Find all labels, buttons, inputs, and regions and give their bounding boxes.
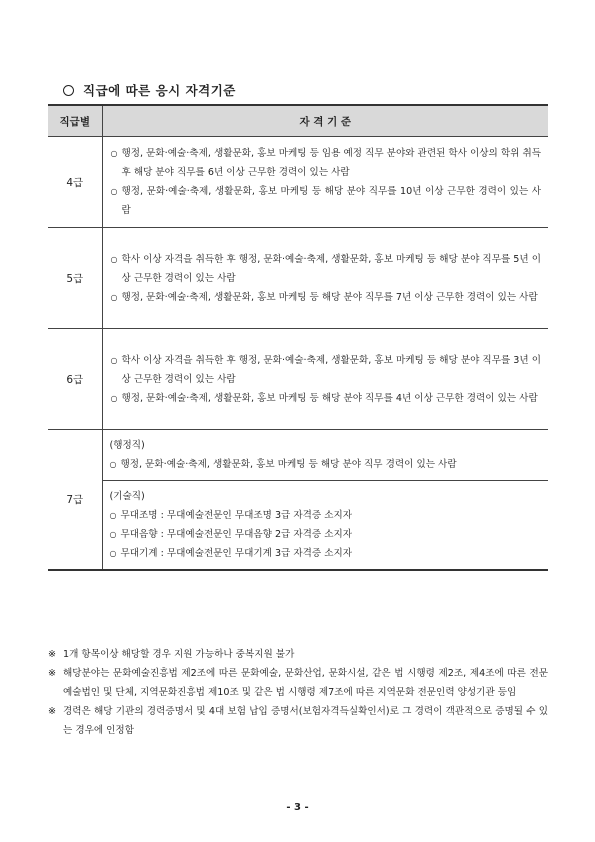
- criteria-text: 무대조명 : 무대예술전문인 무대조명 3급 자격증 소지자: [120, 510, 353, 521]
- note-text: 해당분야는 문화예술진흥법 제2조에 따른 문화예술, 문화산업, 문화시설, 같은 법 시행령 제2조, 제4조에 따른 전문예술법인 및 단체, 지역문화진흥법 제10조 및 같은 법 시행령 제7조에 따른 지역문화 전문인력 양성기관 등임: [63, 668, 548, 698]
- criteria-text: 학사 이상 자격을 취득한 후 행정, 문화·예술·축제, 생활문화, 홍보 마케팅 등 해당 분야 직무를 3년 이상 근무한 경력이 있는 사람: [121, 354, 541, 385]
- table-row-grade-5: [48, 228, 548, 329]
- criteria-cell: [102, 329, 548, 430]
- grade-cell: 7급: [48, 430, 102, 571]
- bullet-icon: ○: [110, 254, 118, 264]
- note-text: 1개 항목이상 해당할 경우 지원 가능하나 중복지원 불가: [63, 649, 295, 660]
- criteria-item: [110, 525, 543, 544]
- bullet-icon: ○: [109, 511, 117, 520]
- criteria-item: [110, 506, 543, 525]
- criteria-cell: [102, 228, 548, 329]
- bullet-icon: ○: [109, 549, 117, 558]
- header-grade: 직급별: [48, 105, 102, 137]
- grade-cell: 5급: [48, 228, 102, 329]
- bullet-icon: ○: [110, 393, 118, 403]
- section-heading: [63, 81, 236, 99]
- table-row-grade-6: [48, 329, 548, 430]
- bullet-icon: ○: [110, 149, 118, 158]
- criteria-cell: [102, 430, 548, 571]
- criteria-item: [110, 455, 543, 474]
- bullet-icon: ○: [109, 460, 117, 469]
- circle-bullet-icon: [63, 85, 74, 96]
- criteria-item: [111, 182, 542, 220]
- criteria-item: [111, 144, 542, 182]
- tech-track-label: (기술직): [109, 491, 145, 502]
- reference-mark-icon: ※: [48, 706, 57, 717]
- criteria-item: [110, 544, 543, 563]
- criteria-cell: [102, 137, 548, 228]
- criteria-text: 학사 이상 자격을 취득한 후 행정, 문화·예술·축제, 생활문화, 홍보 마케팅 등 해당 분야 직무를 5년 이상 근무한 경력이 있는 사람: [121, 253, 541, 284]
- table-row-grade-7: [48, 430, 548, 571]
- bullet-icon: ○: [110, 355, 118, 365]
- criteria-text: 행정, 문화·예술·축제, 생활문화, 홍보 마케팅 등 임용 예정 직무 분야와 관련된 학사 이상의 학위 취득 후 해당 분야 직무를 6년 이상 근무한 경력이 있는 사람: [121, 148, 541, 178]
- note-item: [48, 702, 548, 740]
- section-heading-text: 직급에 따른 응시 자격기준: [83, 83, 236, 98]
- grade-cell: 6급: [48, 329, 102, 430]
- reference-mark-icon: ※: [48, 649, 57, 660]
- note-item: [48, 664, 548, 702]
- criteria-text: 무대음향 : 무대예술전문인 무대음향 2급 자격증 소지자: [120, 529, 353, 540]
- bullet-icon: ○: [110, 187, 118, 196]
- criteria-item: [111, 389, 542, 408]
- note-item: [48, 645, 548, 664]
- notes-section: [48, 645, 548, 740]
- page-number: - 3 -: [286, 802, 309, 813]
- reference-mark-icon: ※: [48, 668, 57, 679]
- criteria-item: [111, 351, 542, 389]
- criteria-text: 행정, 문화·예술·축제, 생활문화, 홍보 마케팅 등 해당 분야 직무를 10년 이상 근무한 경력이 있는 사람: [121, 186, 541, 216]
- criteria-item: [111, 288, 542, 307]
- header-qualification: 자 격 기 준: [102, 105, 548, 137]
- tech-track: [103, 481, 549, 569]
- note-text: 경력은 해당 기관의 경력증명서 및 4대 보험 납입 증명서(보험자격득실확인서)로 그 경력이 객관적으로 증명될 수 있는 경우에 인정함: [63, 706, 548, 736]
- bullet-icon: ○: [110, 292, 118, 302]
- admin-track-label: (행정직): [109, 440, 145, 451]
- table-row-grade-4: [48, 137, 548, 228]
- criteria-text: 행정, 문화·예술·축제, 생활문화, 홍보 마케팅 등 해당 분야 직무를 4년 이상 근무한 경력이 있는 사람: [121, 392, 538, 404]
- qualification-table: [48, 104, 548, 571]
- criteria-text: 무대기계 : 무대예술전문인 무대기계 3급 자격증 소지자: [120, 548, 353, 559]
- criteria-item: [111, 250, 542, 288]
- admin-track: [103, 430, 549, 481]
- grade-cell: 4급: [48, 137, 102, 228]
- criteria-text: 행정, 문화·예술·축제, 생활문화, 홍보 마케팅 등 해당 분야 직무를 7년 이상 근무한 경력이 있는 사람: [121, 291, 538, 303]
- table-header-row: [48, 105, 548, 137]
- bullet-icon: ○: [109, 530, 117, 539]
- criteria-text: 행정, 문화·예술·축제, 생활문화, 홍보 마케팅 등 해당 분야 직무 경력이 있는 사람: [120, 459, 457, 470]
